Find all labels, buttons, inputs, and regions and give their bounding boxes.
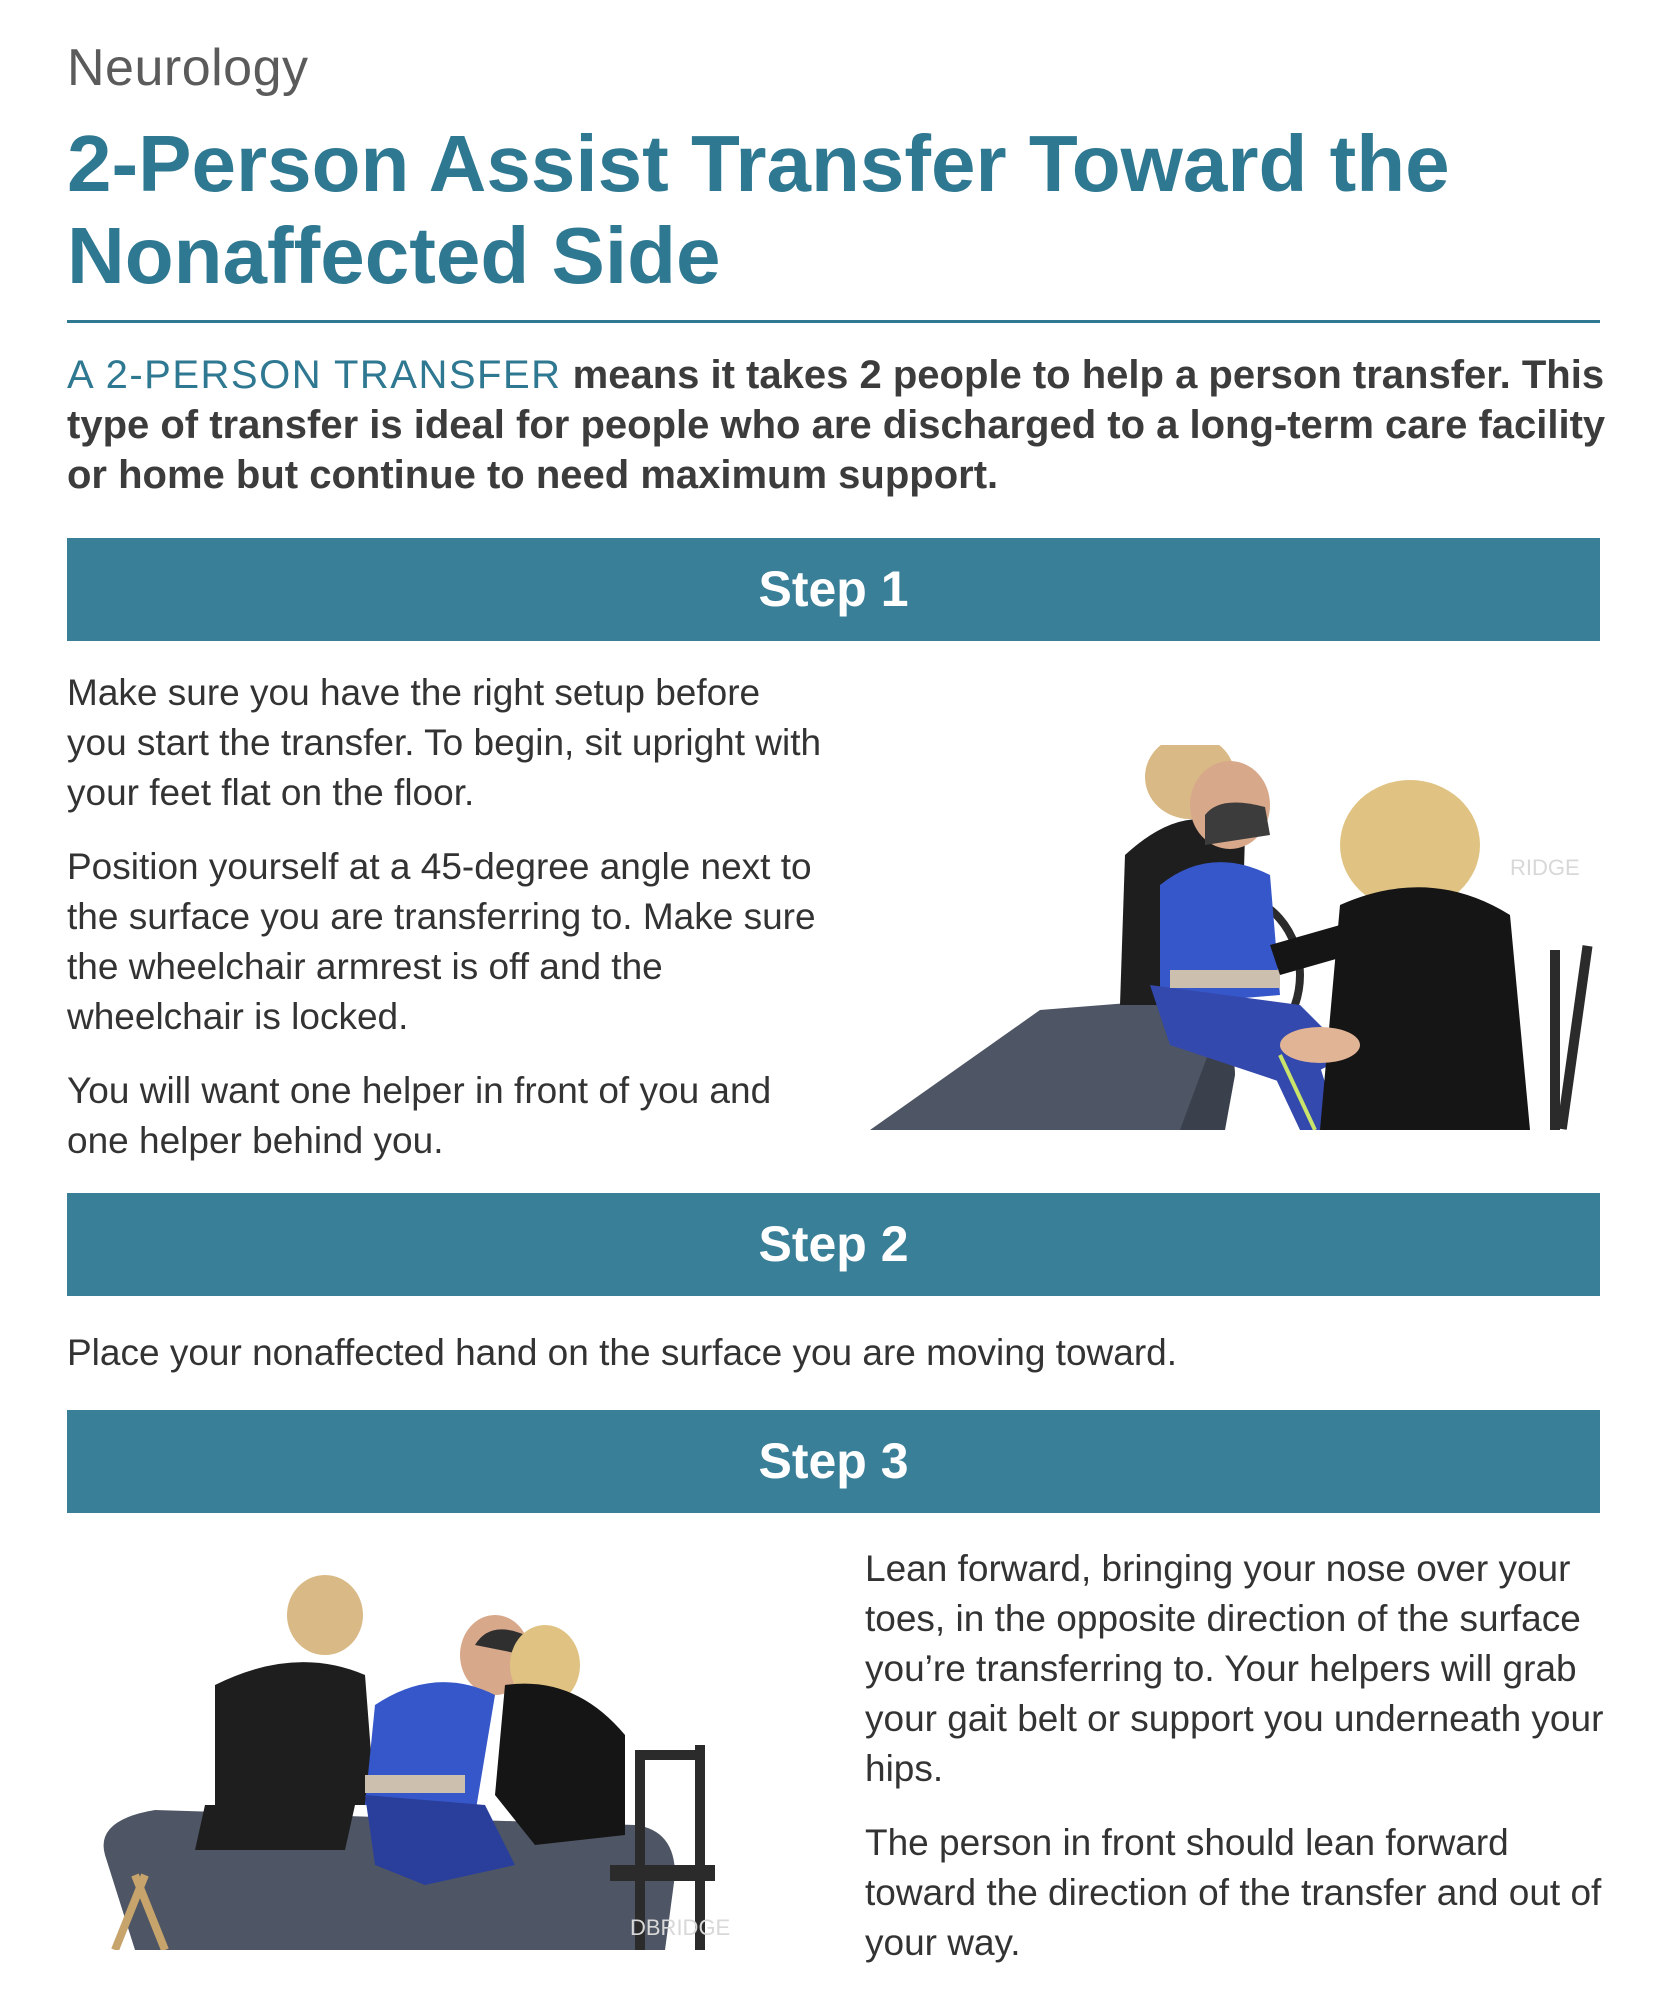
step-1-photo-watermark: RIDGE xyxy=(1510,855,1580,880)
step-3-photo-watermark: DBRIDGE xyxy=(630,1915,731,1940)
step-1-paragraph-1: Make sure you have the right setup before you start the transfer. To begin, sit upright with your feet flat on the floor. xyxy=(67,672,822,813)
step-1-paragraph-2: Position yourself at a 45-degree angle next to the surface you are transferring to. Make sure the wheelchair armrest is off and the wheelchair is locked. xyxy=(67,846,816,1037)
step-3-photo xyxy=(95,1575,815,1950)
category-label: Neurology xyxy=(67,39,309,97)
step-1-paragraph-3: You will want one helper in front of you and one helper behind you. xyxy=(67,1070,772,1161)
step-2-paragraph-1: Place your nonaffected hand on the surface you are moving toward. xyxy=(67,1332,1178,1373)
step-3-paragraph-1: Lean forward, bringing your nose over your toes, in the opposite direction of the surface you’re transferring to. Your helpers will grab your gait belt or support you underneath your hips. xyxy=(865,1548,1604,1789)
step-3-paragraph-2: The person in front should lean forward toward the direction of the transfer and out of your way. xyxy=(865,1822,1602,1963)
intro-text: means it takes 2 people to help a person transfer. This type of transfer is ideal for people who are discharged to a long-term care facility or home but continue to need maximum support. xyxy=(67,353,1606,497)
step-2-header: Step 2 xyxy=(67,1193,1600,1296)
intro-lead: A 2-PERSON TRANSFER xyxy=(67,353,562,397)
step-1-header: Step 1 xyxy=(67,538,1600,641)
page-title: 2-Person Assist Transfer Toward the Nonaffected Side xyxy=(67,119,1450,300)
step-1-photo xyxy=(870,745,1600,1130)
intro-paragraph xyxy=(67,350,1607,500)
title-divider xyxy=(67,320,1600,323)
step-3-header: Step 3 xyxy=(67,1410,1600,1513)
